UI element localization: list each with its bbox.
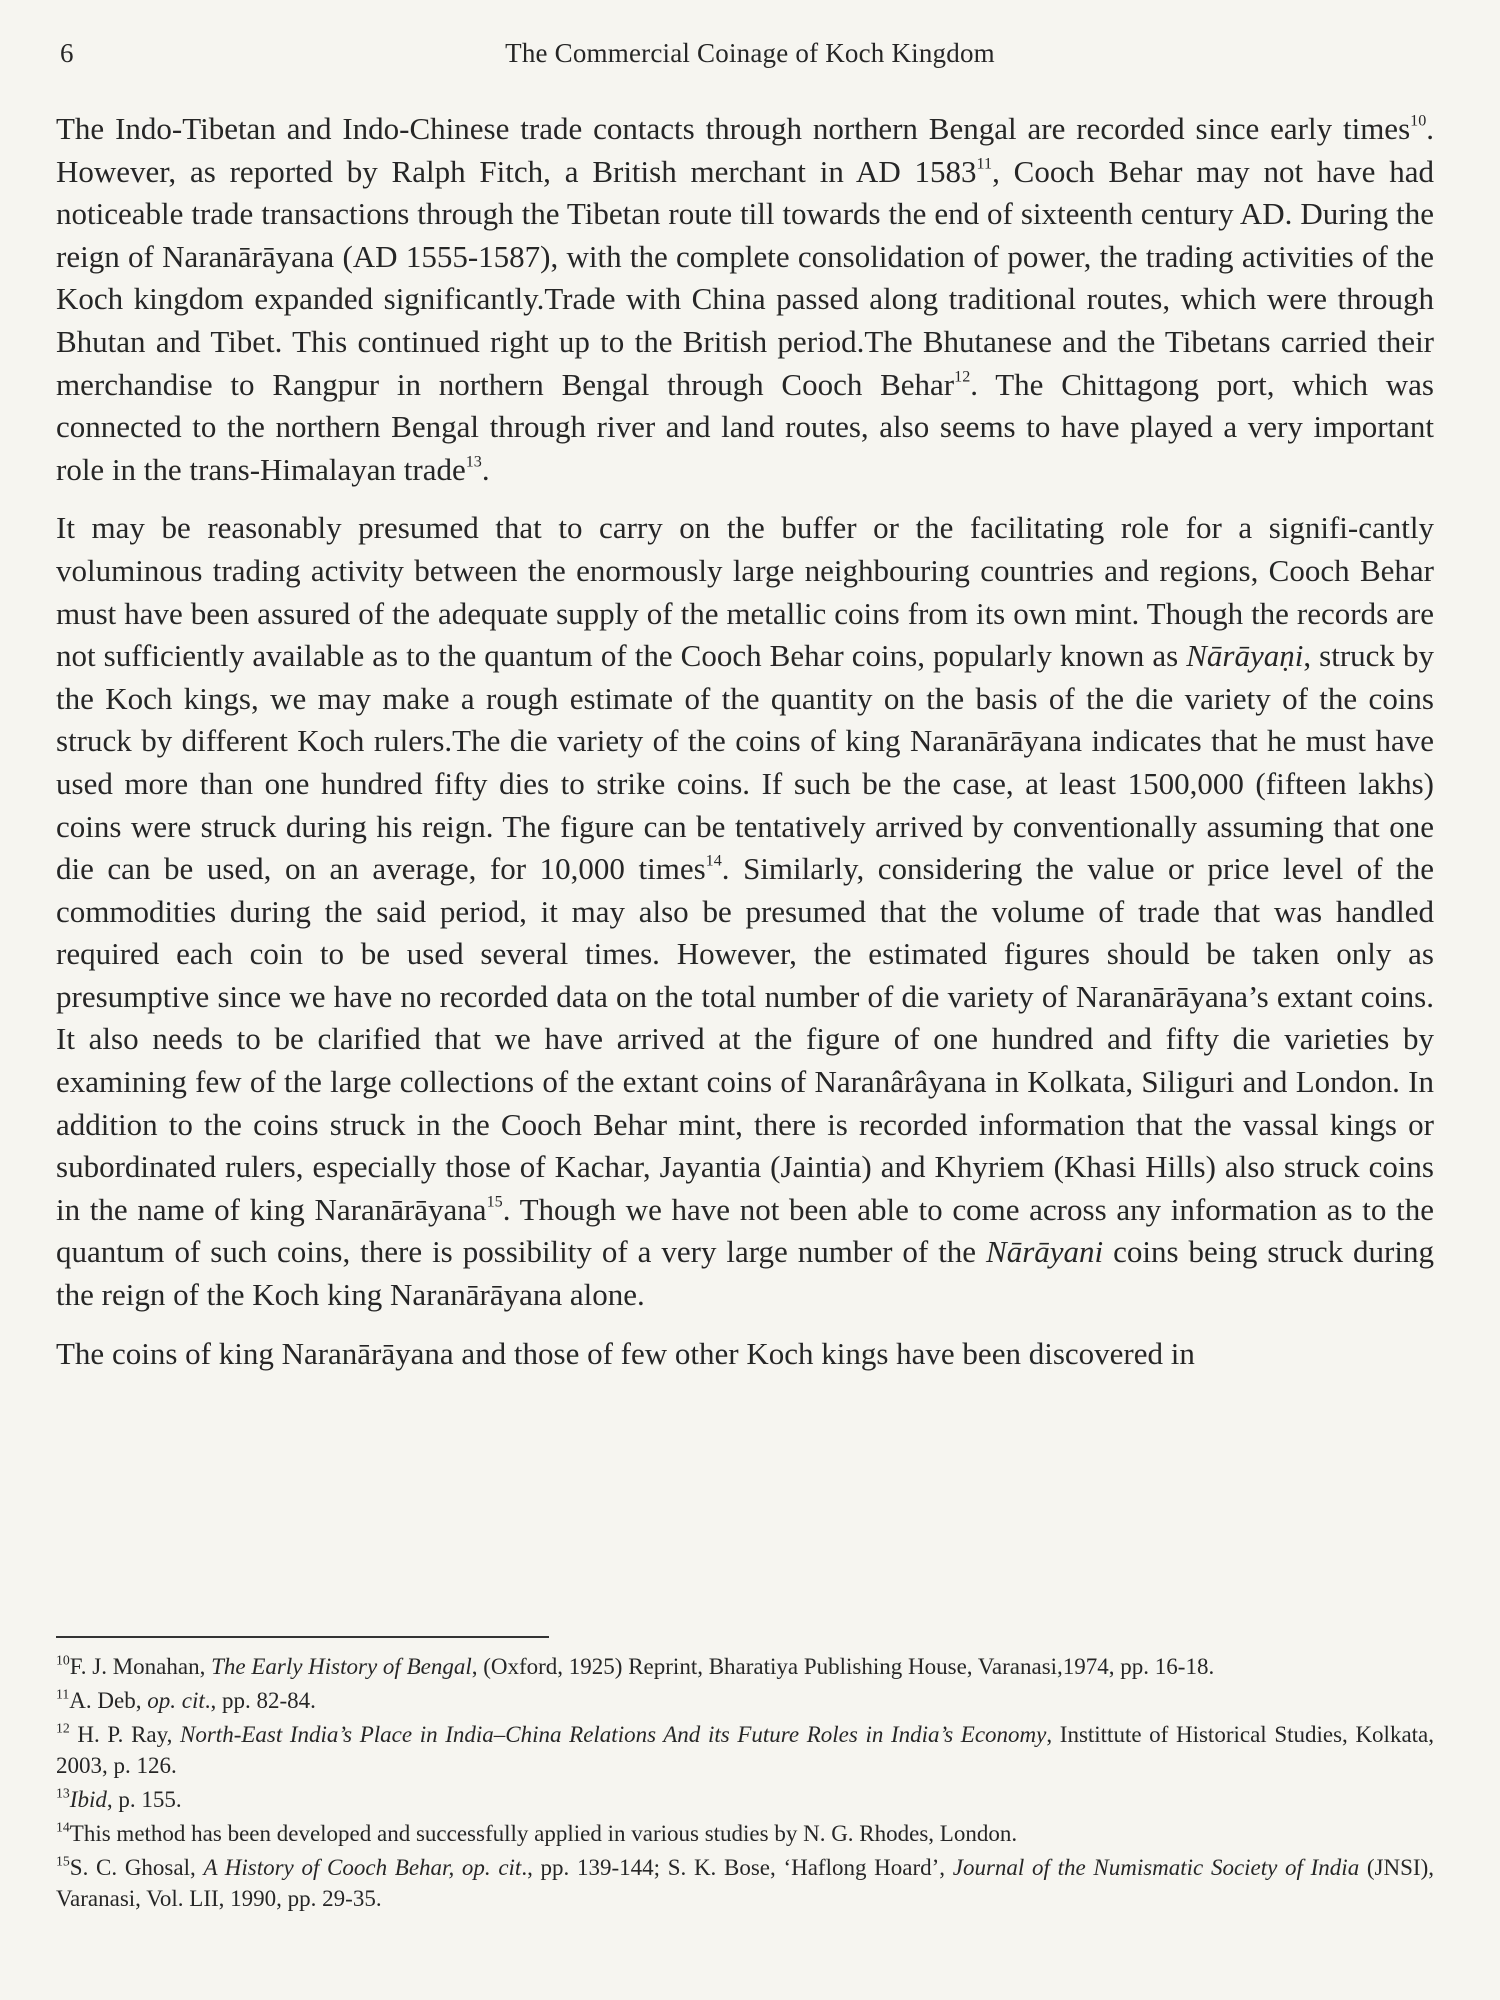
paragraph-1: The Indo-Tibetan and Indo-Chinese trade contacts through northern Bengal are recorded since early times$^{10}$. However, as reported by Ralph Fitch, a British merchant in AD 1583$^{11}$, Cooch Behar may not have had noticeable trade transactions through the Tibetan route till towards the end of sixteenth century AD. During the reign of Naranārāyana (AD 1555-1587), with the complete consolidation of power, the trading activities of the Koch kingdom expanded significantly.Trade with China passed along traditional routes, which were through Bhutan and Tibet. This continued right up to the British period.The Bhutanese and the Tibetans carried their merchandise to Rangpur in northern Bengal through Cooch Behar$^{12}$. The Chittagong port, which was connected to the northern Bengal through river and land routes, also seems to have played a very important role in the trans-Himalayan trade$^{13}$. [56, 111, 1435, 487]
paragraph-3: The coins of king Naranārāyana and those of few other Koch kings have been discovered in [56, 1335, 1195, 1371]
footnote-11: $^{11}$A. Deb, op. cit., pp. 82-84. [56, 1686, 316, 1713]
footnote-ref-15[interactable]: 15 [486, 1193, 503, 1211]
footnote-14: $^{14}$This method has been developed and successfully applied in various studies by N. G. Rhodes, London. [56, 1819, 1018, 1846]
italic-term: Nārāyani [986, 1234, 1104, 1270]
footnote-10: $^{10}$F. J. Monahan, The Early History of Bengal, (Oxford, 1925) Reprint, Bharatiya Publishing House, Varanasi,1974, pp. 16-18. [56, 1652, 1215, 1679]
footnote-ref-12[interactable]: 12 [954, 367, 971, 385]
footnote-ref-14[interactable]: 14 [705, 852, 722, 870]
footnotes [56, 1651, 1434, 1917]
footnote-divider [56, 1636, 549, 1638]
footnote-ref-13[interactable]: 13 [465, 453, 482, 471]
page-header [56, 38, 1444, 78]
running-title: The Commercial Coinage of Koch Kingdom [505, 38, 995, 68]
page-number: 6 [60, 38, 74, 68]
footnote-ref-11[interactable]: 11 [976, 154, 993, 172]
body-text [56, 108, 1434, 1391]
footnote-12: $^{12}$ H. P. Ray, North-East India’s Place in India–China Relations And its Future Roles in India’s Economy, Instittute of Historical Studies, Kolkata, 2003, p. 126. [56, 1720, 1434, 1778]
italic-term: Nārāyaṇi [1186, 638, 1304, 674]
footnote-ref-10[interactable]: 10 [1410, 112, 1427, 130]
footnote-13: $^{13}$Ibid, p. 155. [56, 1785, 182, 1812]
paragraph-2: It may be reasonably presumed that to carry on the buffer or the facilitating role for a signifi-cantly voluminous trading activity between the enormously large neighbouring countries and regions, Cooch Behar must have been assured of the adequate supply of the metallic coins from its own mint. Though the records are not sufficiently available as to the quantum of the Cooch Behar coins, popularly known as Nārāyaṇi, struck by the Koch kings, we may make a rough estimate of the quantity on the basis of the die variety of the coins struck by different Koch rulers.The die variety of the coins of king Naranārāyana indicates that he must have used more than one hundred fifty dies to strike coins. If such be the case, at least 1500,000 (fifteen lakhs) coins were struck during his reign. The figure can be tentatively arrived by conventionally assuming that one die can be used, on an average, for 10,000 times$^{14}$. Similarly, considering the value or price level of the commodities during the said period, it may also be presumed that the volume of trade that was handled required each coin to be used several times. However, the estimated figures should be taken only as presumptive since we have no recorded data on the total number of die variety of Naranārāyana’s extant coins. It also needs to be clarified that we have arrived at the figure of one hundred and fifty die varieties by examining few of the large collections of the extant coins of Naranârâyana in Kolkata, Siliguri and London. In addition to the coins struck in the Cooch Behar mint, there is recorded information that the vassal kings or subordinated rulers, especially those of Kachar, Jayantia (Jaintia) and Khyriem (Khasi Hills) also struck coins in the name of king Naranārāyana$^{15}$. Though we have not been able to come across any information as to the quantum of such coins, there is possibility of a very large number of the Nārāyani coins being struck during the reign of the Koch king Naranārāyana alone. [56, 510, 1434, 1313]
footnote-15: $^{15}$S. C. Ghosal, A History of Cooch Behar, op. cit., pp. 139-144; S. K. Bose, ‘Haflong Hoard’, Journal of the Numismatic Society of India (JNSI), Varanasi, Vol. LII, 1990, pp. 29-35. [56, 1853, 1434, 1911]
